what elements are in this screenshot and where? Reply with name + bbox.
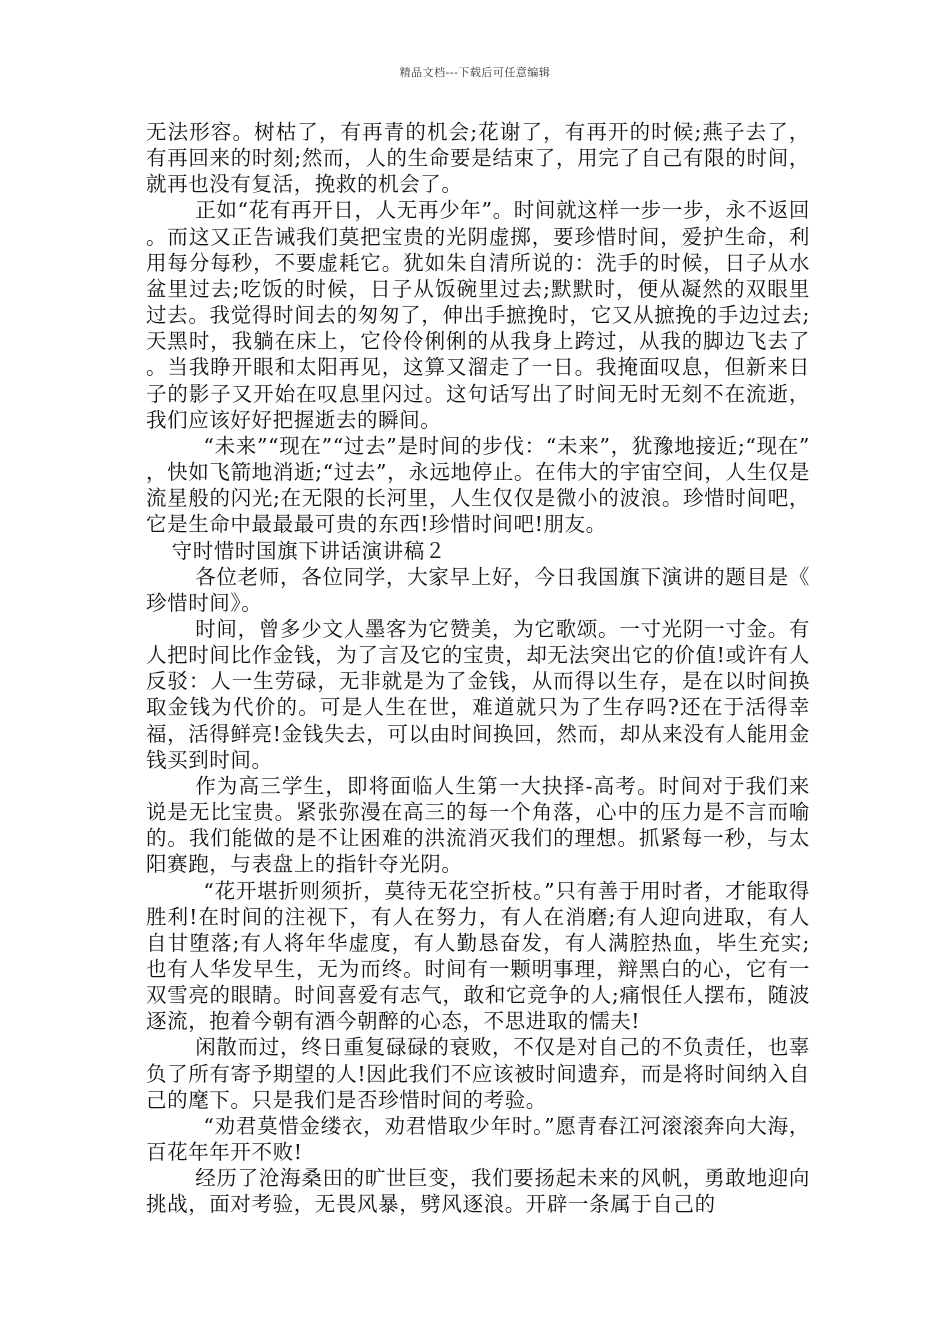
paragraph-4: 各位老师，各位同学，大家早上好，今日我国旗下演讲的题目是《珍惜时间》。 [146,564,810,615]
paragraph-8: 闲散而过，终日重复碌碌的衰败，不仅是对自己的不负责任，也辜负了所有寄予期望的人!因此我们不应该被时间遗弃，而是将时间纳入自己的麾下。只是我们是否珍惜时间的考验。 [146,1035,810,1112]
paragraph-3: “未来”“现在”“过去”是时间的步伐：“未来”，犹豫地接近;“现在”，快如飞箭地消逝;“过去”，永远地停止。在伟大的宇宙空间，人生仅是流星般的闪光;在无限的长河里，人生仅仅是微小的波浪。珍惜时间吧，它是生命中最最最可贵的东西!珍惜时间吧!朋友。 [146,433,810,537]
page-header: 精品文档---下载后可任意编辑 [399,66,551,79]
paragraph-7: “花开堪折则须折，莫待无花空折枝。”只有善于用时者，才能取得胜利!在时间的注视下，有人在努力，有人在消磨;有人迎向进取，有人自甘堕落;有人将年华虚度，有人勤恳奋发，有人满腔热血，毕生充实;也有人华发早生，无为而终。时间有一颗明事理，辩黑白的心，它有一双雪亮的眼睛。时间喜爱有志气，敢和它竞争的人;痛恨任人摆布，随波逐流，抱着今朝有酒今朝醉的心态，不思进取的懦夫! [146,878,810,1034]
paragraph-9: “劝君莫惜金缕衣，劝君惜取少年时。”愿青春江河滚滚奔向大海，百花年年开不败! [146,1113,810,1165]
paragraph-2: 正如“花有再开日，人无再少年”。时间就这样一步一步，永不返回。而这又正告诫我们莫把宝贵的光阴虚掷，要珍惜时间，爱护生命，利用每分每秒，不要虚耗它。犹如朱自清所说的：洗手的时候，日子从水盆里过去;吃饭的时候，日子从饭碗里过去;默默时，便从凝然的双眼里过去。我觉得时间去的匆匆了，伸出手摭挽时，它又从摭挽的手边过去;天黑时，我躺在床上，它伶伶俐俐的从我身上跨过，从我的脚边飞去了。当我睁开眼和太阳再见，这算又溜走了一日。我掩面叹息，但新来日子的影子又开始在叹息里闪过。这句话写出了时间无时无刻不在流逝，我们应该好好把握逝去的瞬间。 [146,198,810,432]
paragraph-1: 无法形容。树枯了，有再青的机会;花谢了，有再开的时候;燕子去了，有再回来的时刻;然而，人的生命要是结束了，用完了自己有限的时间，就再也没有复活，挽救的机会了。 [146,120,810,197]
paragraph-6: 作为高三学生，即将面临人生第一大抉择-高考。时间对于我们来说是无比宝贵。紧张弥漫在高三的每一个角落，心中的压力是不言而喻的。我们能做的是不让困难的洪流消灭我们的理想。抓紧每一秒，与太阳赛跑，与表盘上的指针夺光阴。 [146,773,810,877]
document-body [146,119,810,1218]
paragraph-10: 经历了沧海桑田的旷世巨变，我们要扬起未来的风帆，勇敢地迎向挑战，面对考验，无畏风暴，劈风逐浪。开辟一条属于自己的 [146,1166,810,1217]
section-title: 守时惜时国旗下讲话演讲稿２ [171,538,446,563]
paragraph-5: 时间，曾多少文人墨客为它赞美，为它歌颂。一寸光阴一寸金。有人把时间比作金钱，为了言及它的宝贵，却无法突出它的价值!或许有人反驳：人一生劳碌，无非就是为了金钱，从而得以生存，是在以时间换取金钱为代价的。可是人生在世，难道就只为了生存吗?还在于活得幸福，活得鲜亮!金钱失去，可以由时间换回，然而，却从来没有人能用金钱买到时间。 [146,616,810,772]
